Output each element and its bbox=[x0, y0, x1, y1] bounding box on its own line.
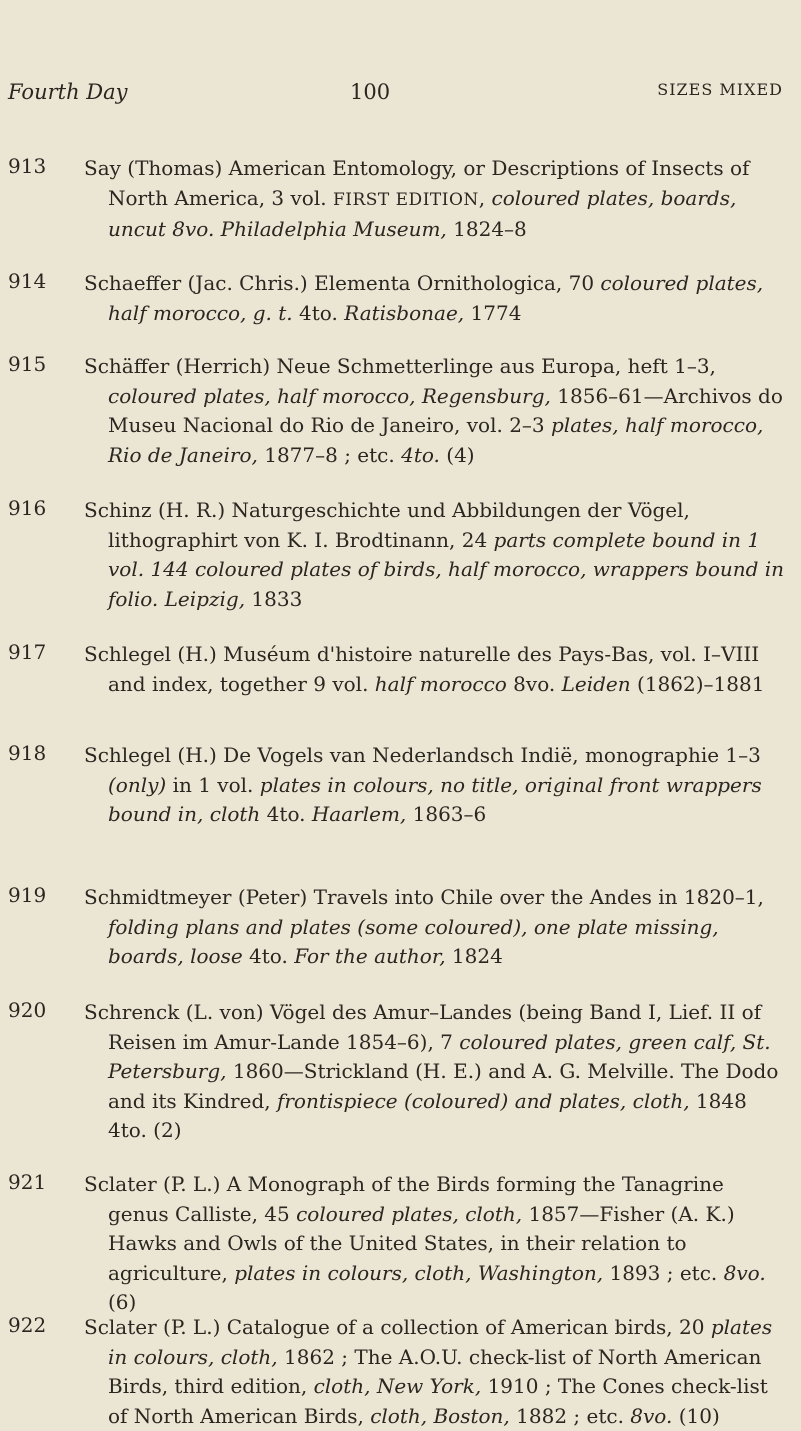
description-text: (10) bbox=[672, 1403, 720, 1428]
lot-entry bbox=[8, 1170, 790, 1318]
italic-text: coloured plates, half morocco, Regensburg, bbox=[108, 383, 551, 408]
italic-text: parts complete bound in 1 vol. 144 coloured plates of birds, half morocco, wrappers bound in folio. Leipzig, bbox=[108, 527, 785, 611]
description-text: 1863–6 bbox=[406, 802, 487, 826]
lot-number: 913 bbox=[8, 154, 47, 178]
lot-number: 921 bbox=[8, 1170, 47, 1194]
lot-description bbox=[84, 154, 790, 245]
description-text: 1857—Fisher (A. K.) Hawks and Owls of the United States, in their relation to agriculture, bbox=[108, 1201, 735, 1285]
italic-text: Haarlem, bbox=[311, 802, 407, 826]
italic-text: folding plans and plates (some coloured), one plate missing, boards, loose bbox=[108, 914, 719, 968]
italic-text: 4to. bbox=[401, 442, 440, 467]
description-text: 1774 bbox=[464, 300, 522, 325]
italic-text: frontispiece (coloured) and plates, cloth, bbox=[276, 1088, 690, 1113]
description-text: Schlegel (H.) Muséum d'histoire naturelle des Pays-Bas, vol. I–VIII and index, together 9 vol. bbox=[84, 642, 760, 696]
lot-description bbox=[84, 1170, 790, 1318]
description-text: 1824 bbox=[445, 944, 503, 968]
description-text: Schrenck (L. von) Vögel des Amur–Landes (being Band I, Lief. II of Reisen im Amur-Lande 1854–6), 7 bbox=[84, 1000, 762, 1054]
italic-text: cloth, New York, bbox=[313, 1374, 482, 1398]
lot-entry bbox=[8, 496, 790, 614]
lot-entry bbox=[8, 1313, 790, 1431]
description-text: 8vo. bbox=[506, 671, 562, 696]
description-text: in 1 vol. bbox=[166, 772, 260, 797]
italic-text: cloth, Boston, bbox=[370, 1403, 510, 1428]
description-text: 1910 ; The Cones check-list of North American Birds, bbox=[108, 1374, 768, 1428]
page-number: 100 bbox=[350, 80, 391, 104]
description-text: Schlegel (H.) De Vogels van Nederlandsch Indië, monographie 1–3 bbox=[84, 743, 761, 767]
lot-number: 915 bbox=[8, 352, 47, 376]
description-text: Say (Thomas) American Entomology, or Descriptions of Insects of North America, 3 vol. bbox=[84, 156, 750, 210]
description-text: 1860—Strickland (H. E.) and A. G. Melville. The Dodo and its Kindred, bbox=[108, 1059, 779, 1113]
italic-text: Ratisbonae, bbox=[344, 300, 465, 325]
lot-number: 920 bbox=[8, 998, 47, 1022]
lot-entry bbox=[8, 269, 790, 328]
lot-description bbox=[84, 496, 790, 614]
description-text: Schmidtmeyer (Peter) Travels into Chile over the Andes in 1820–1, bbox=[84, 885, 764, 909]
lot-number: 919 bbox=[8, 883, 47, 907]
description-text: 1877–8 ; etc. bbox=[257, 442, 402, 467]
lot-number: 914 bbox=[8, 269, 47, 293]
italic-text: coloured plates, green calf, St. Petersburg, bbox=[108, 1029, 771, 1083]
section-label: SIZES MIXED bbox=[657, 80, 783, 99]
italic-text: 8vo. bbox=[630, 1403, 673, 1428]
lot-description bbox=[84, 883, 790, 972]
italic-text: coloured plates, boards, uncut 8vo. Philadelphia Museum, bbox=[108, 185, 737, 241]
description-text: (4) bbox=[439, 442, 475, 467]
italic-text: half morocco bbox=[374, 671, 507, 696]
italic-text: 8vo. bbox=[723, 1260, 766, 1285]
description-text: 1862 ; The A.O.U. check-list of North American Birds, third edition, bbox=[108, 1344, 762, 1398]
lot-description bbox=[84, 352, 790, 470]
description-text: FIRST EDITION bbox=[332, 189, 479, 210]
description-text: 4to. bbox=[242, 944, 295, 968]
lot-entry bbox=[8, 640, 790, 699]
lot-entry bbox=[8, 741, 790, 830]
description-text: (6) bbox=[108, 1290, 137, 1314]
lot-description bbox=[84, 269, 790, 328]
description-text: Sclater (P. L.) Catalogue of a collection of American birds, 20 bbox=[84, 1315, 711, 1339]
lot-number: 916 bbox=[8, 496, 47, 520]
lot-entry bbox=[8, 883, 790, 972]
lot-number: 918 bbox=[8, 741, 47, 765]
italic-text: Leiden bbox=[561, 671, 631, 696]
lot-number: 917 bbox=[8, 640, 47, 664]
description-text: 1824–8 bbox=[446, 217, 527, 241]
description-text: 4to. bbox=[292, 300, 345, 325]
italic-text: coloured plates, half morocco, g. t. bbox=[108, 271, 764, 325]
description-text: 1833 bbox=[245, 586, 303, 611]
italic-text: plates, half morocco, Rio de Janeiro, bbox=[108, 413, 764, 467]
description-text: , bbox=[478, 185, 492, 210]
description-text: 1893 ; etc. bbox=[603, 1260, 724, 1285]
description-text: 1856–61—Archivos do Museu Nacional do Rio de Janeiro, vol. 2–3 bbox=[108, 383, 783, 437]
description-text: (1862)–1881 bbox=[630, 671, 765, 696]
description-text: 1848 4to. (2) bbox=[108, 1088, 747, 1142]
description-text: 4to. bbox=[260, 802, 312, 826]
description-text: Schäffer (Herrich) Neue Schmetterlinge aus Europa, heft 1–3, bbox=[84, 354, 716, 378]
description-text: Schaeffer (Jac. Chris.) Elementa Ornithologica, 70 bbox=[84, 271, 601, 295]
italic-text: coloured plates, cloth, bbox=[296, 1201, 523, 1226]
description-text: Schinz (H. R.) Naturgeschichte und Abbildungen der Vögel, lithographirt von K. I. Brodtinann, 24 bbox=[84, 498, 690, 552]
description-text: Sclater (P. L.) A Monograph of the Birds forming the Tanagrine genus Calliste, 45 bbox=[84, 1172, 724, 1226]
italic-text: (only) bbox=[108, 772, 167, 797]
description-text: 1882 ; etc. bbox=[509, 1403, 631, 1428]
day-label: Fourth Day bbox=[8, 80, 128, 104]
lot-number: 922 bbox=[8, 1313, 47, 1337]
italic-text: plates in colours, no title, original front wrappers bound in, cloth bbox=[108, 772, 762, 826]
running-header bbox=[8, 80, 783, 110]
italic-text: plates in colours, cloth, Washington, bbox=[234, 1260, 604, 1285]
lot-description bbox=[84, 1313, 790, 1431]
lot-description bbox=[84, 741, 790, 830]
lot-description bbox=[84, 998, 790, 1146]
italic-text: For the author, bbox=[294, 944, 446, 968]
lot-entry bbox=[8, 352, 790, 470]
italic-text: plates in colours, cloth, bbox=[108, 1315, 773, 1369]
lot-description bbox=[84, 640, 790, 699]
lot-entry bbox=[8, 154, 790, 245]
lot-entry bbox=[8, 998, 790, 1146]
